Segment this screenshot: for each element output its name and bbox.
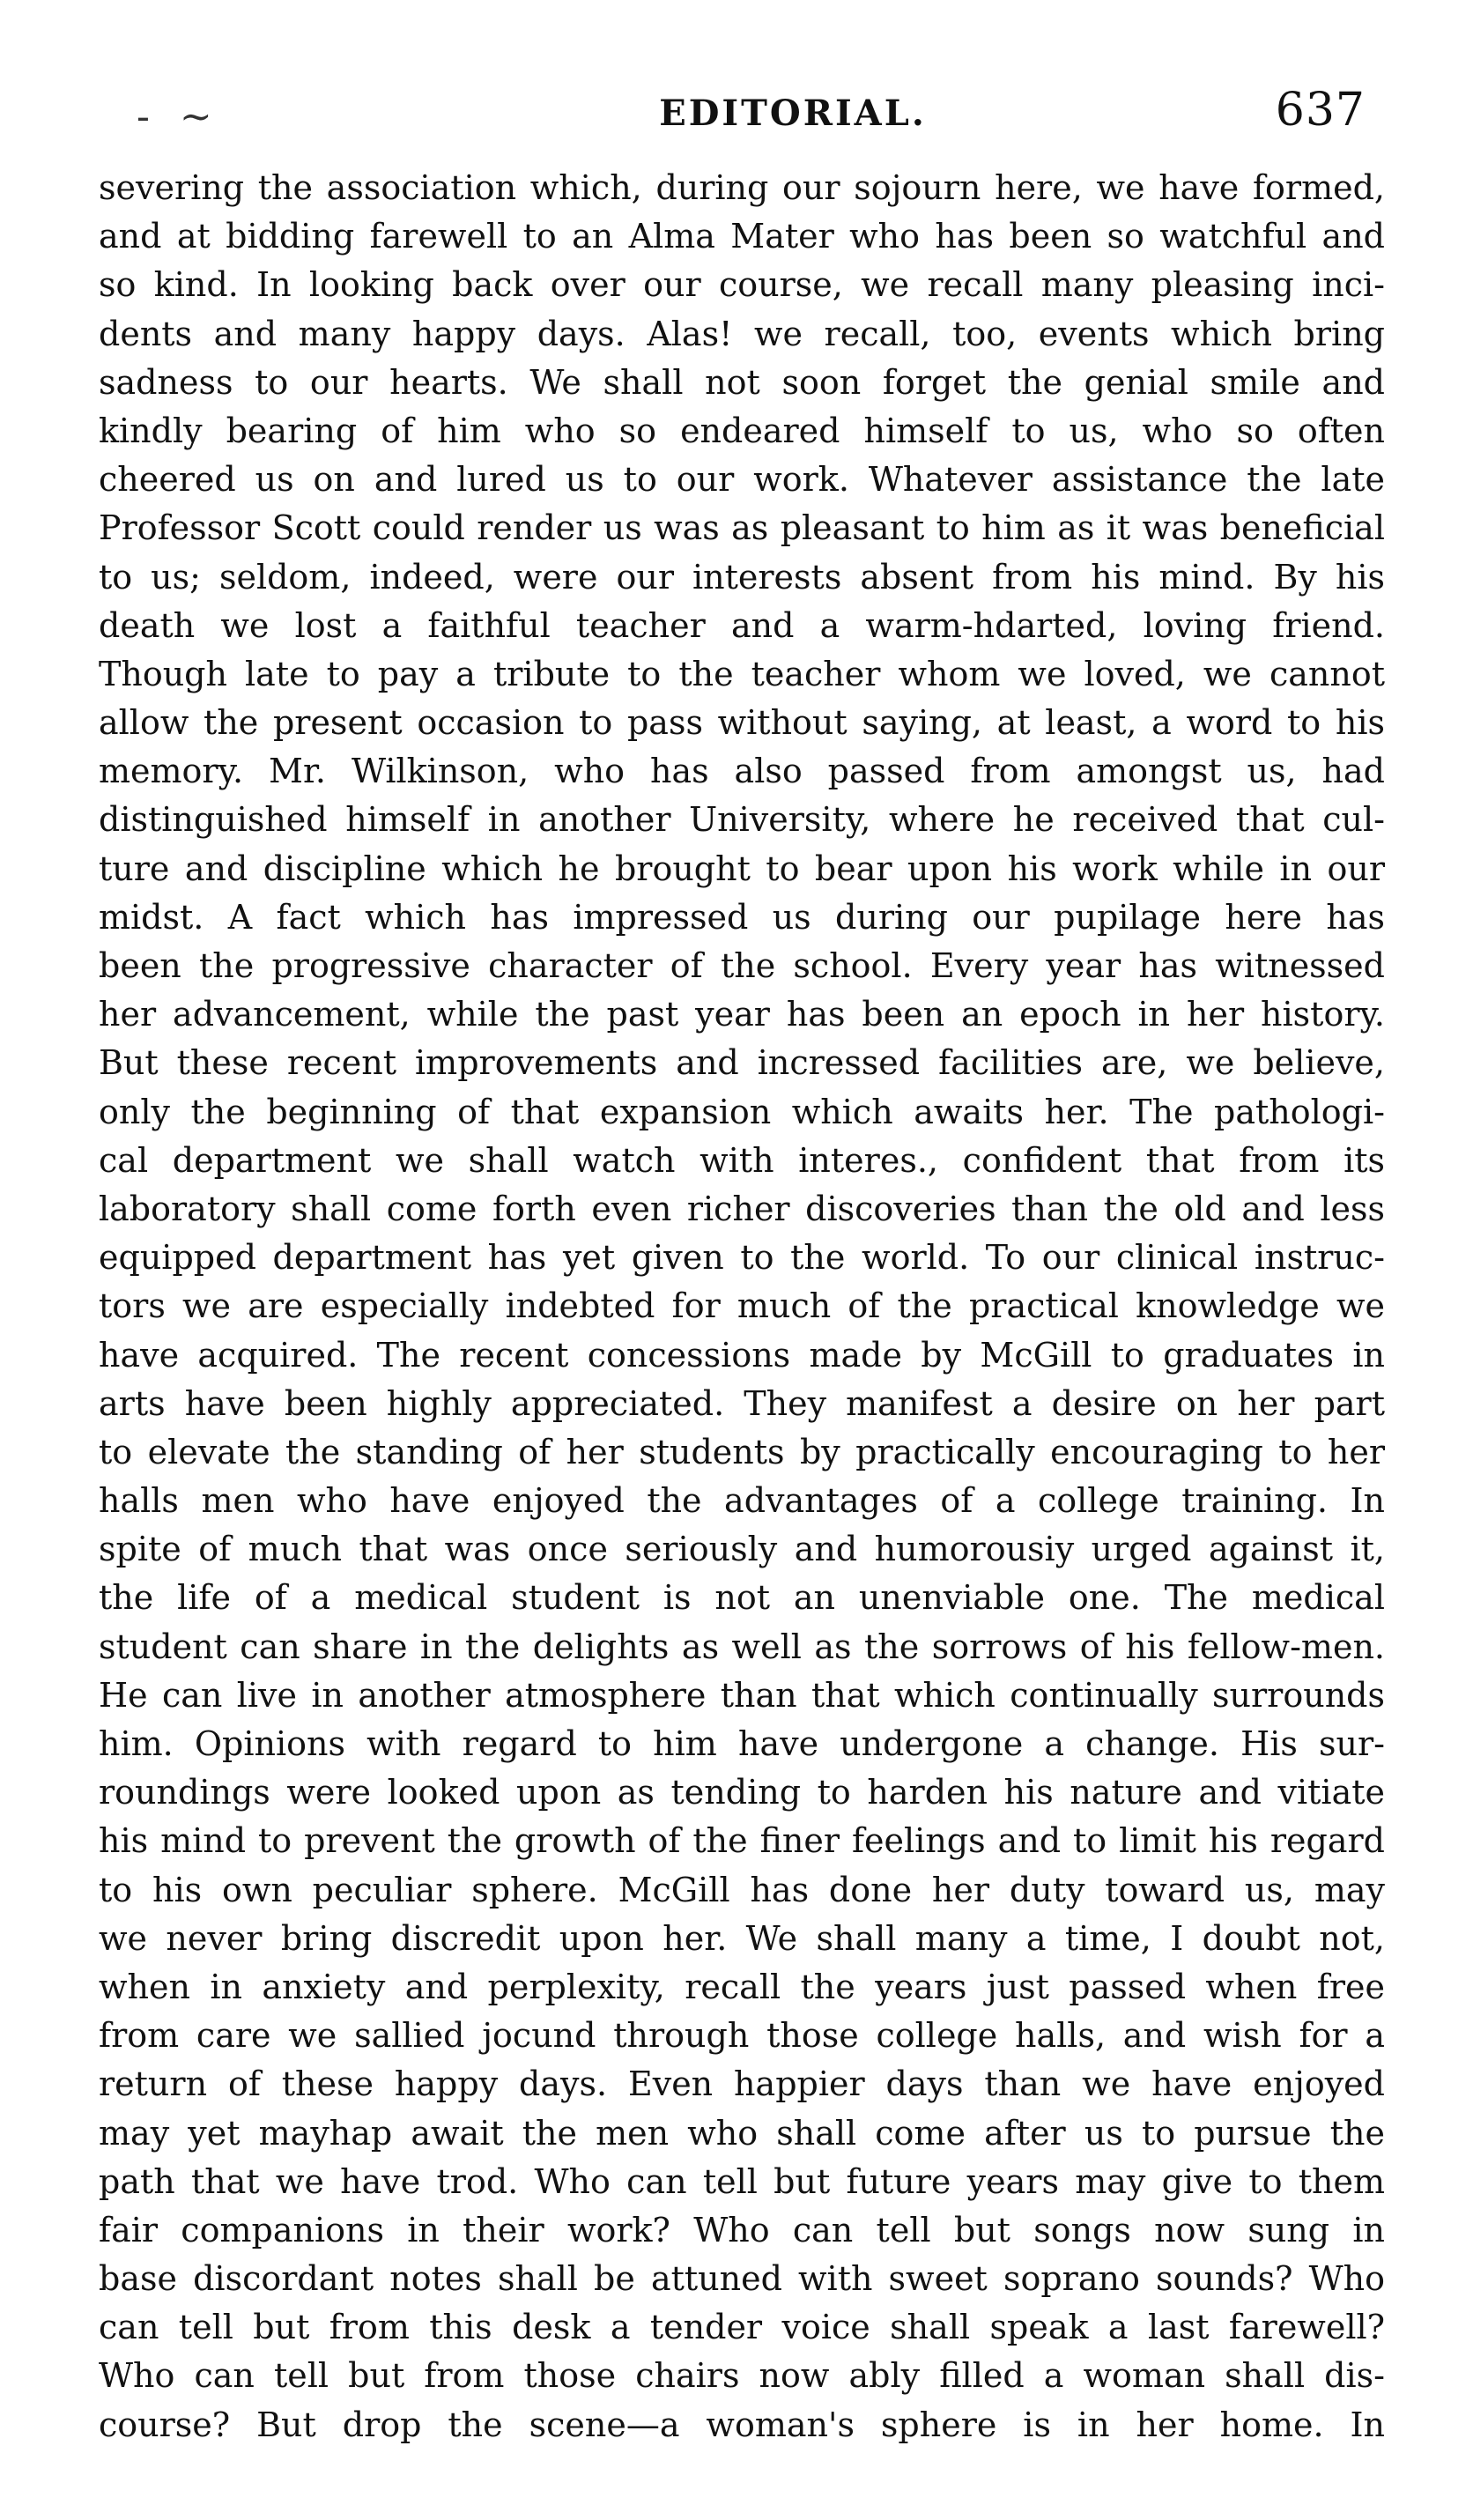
text-line: midst. A fact which has impressed us during our pupilage here has	[99, 897, 1385, 937]
text-line: can tell but from this desk a tender voice shall speak a last farewell?	[99, 2308, 1385, 2347]
page-header	[88, 84, 1392, 145]
text-line: to us; seldom, indeed, were our interests absent from his mind. By his	[99, 557, 1385, 597]
text-line: have acquired. The recent concessions made by McGill to graduates in	[99, 1335, 1385, 1375]
text-line: only the beginning of that expansion which awaits her. The pathologi-	[99, 1092, 1385, 1131]
text-line: But these recent improvements and incressed facilities are, we believe,	[99, 1043, 1385, 1083]
text-line: and at bidding farewell to an Alma Mater who has been so watchful and	[99, 217, 1385, 256]
text-line: He can live in another atmosphere than that which continually surrounds	[99, 1675, 1385, 1715]
text-line: we never bring discredit upon her. We shall many a time, I doubt not,	[99, 1918, 1385, 1958]
text-line: her advancement, while the past year has been an epoch in her history.	[99, 995, 1385, 1034]
text-line: from care we sallied jocund through those college halls, and wish for a	[99, 2016, 1385, 2056]
text-line: severing the association which, during our sojourn here, we have formed,	[99, 168, 1385, 207]
text-line: the life of a medical student is not an unenviable one. The medical	[99, 1578, 1385, 1618]
page-number: 637	[1275, 84, 1366, 137]
text-line: allow the present occasion to pass without saying, at least, a word to his	[99, 703, 1385, 743]
text-line: ture and discipline which he brought to bear upon his work while in our	[99, 849, 1385, 888]
running-head: EDITORIAL.	[659, 93, 927, 134]
text-line: Professor Scott could render us was as pleasant to him as it was beneficial	[99, 508, 1385, 548]
text-line: dents and many happy days. Alas! we recall, too, events which bring	[99, 314, 1385, 353]
text-line: sadness to our hearts. We shall not soon forget the genial smile and	[99, 362, 1385, 402]
text-line: Who can tell but from those chairs now ably filled a woman shall dis-	[99, 2356, 1385, 2396]
text-line: roundings were looked upon as tending to harden his nature and vitiate	[99, 1773, 1385, 1812]
text-line: cal department we shall watch with interes., confident that from its	[99, 1140, 1385, 1180]
text-line: path that we have trod. Who can tell but future years may give to them	[99, 2161, 1385, 2201]
text-line: when in anxiety and perplexity, recall the years just passed when free	[99, 1967, 1385, 2006]
text-line: him. Opinions with regard to him have undergone a change. His sur-	[99, 1724, 1385, 1763]
text-line: may yet mayhap await the men who shall come after us to pursue the	[99, 2113, 1385, 2153]
editorial-body	[99, 164, 1385, 2450]
text-line: student can share in the delights as well as the sorrows of his fellow-men.	[99, 1627, 1385, 1666]
text-line: so kind. In looking back over our course, we recall many pleasing inci-	[99, 265, 1385, 305]
text-line: to his own peculiar sphere. McGill has done her duty toward us, may	[99, 1870, 1385, 1909]
header-mark: - ~	[137, 94, 221, 139]
text-line: fair companions in their work? Who can tell but songs now sung in	[99, 2210, 1385, 2249]
text-line: memory. Mr. Wilkinson, who has also passed from amongst us, had	[99, 752, 1385, 791]
text-line: been the progressive character of the school. Every year has witnessed	[99, 946, 1385, 985]
text-line: cheered us on and lured us to our work. Whatever assistance the late	[99, 460, 1385, 500]
text-line: equipped department has yet given to the world. To our clinical instruc-	[99, 1238, 1385, 1278]
text-line: tors we are especially indebted for much of the practical knowledge we	[99, 1286, 1385, 1326]
text-line: arts have been highly appreciated. They manifest a desire on her part	[99, 1383, 1385, 1423]
text-line: to elevate the standing of her students by practically encouraging to her	[99, 1432, 1385, 1471]
text-line: halls men who have enjoyed the advantages of a college training. In	[99, 1481, 1385, 1521]
text-line: kindly bearing of him who so endeared himself to us, who so often	[99, 411, 1385, 450]
text-line: death we lost a faithful teacher and a warm-hdarted, loving friend.	[99, 605, 1385, 645]
text-line: course? But drop the scene—a woman's sphere is in her home. In	[99, 2405, 1385, 2444]
text-line: base discordant notes shall be attuned with sweet soprano sounds? Who	[99, 2259, 1385, 2299]
text-line: distinguished himself in another University, where he received that cul-	[99, 800, 1385, 840]
text-line: spite of much that was once seriously and humorousiy urged against it,	[99, 1530, 1385, 1569]
text-line: return of these happy days. Even happier days than we have enjoyed	[99, 2064, 1385, 2104]
text-line: his mind to prevent the growth of the finer feelings and to limit his regard	[99, 1821, 1385, 1861]
text-line: Though late to pay a tribute to the teacher whom we loved, we cannot	[99, 654, 1385, 693]
text-line: laboratory shall come forth even richer discoveries than the old and less	[99, 1189, 1385, 1228]
